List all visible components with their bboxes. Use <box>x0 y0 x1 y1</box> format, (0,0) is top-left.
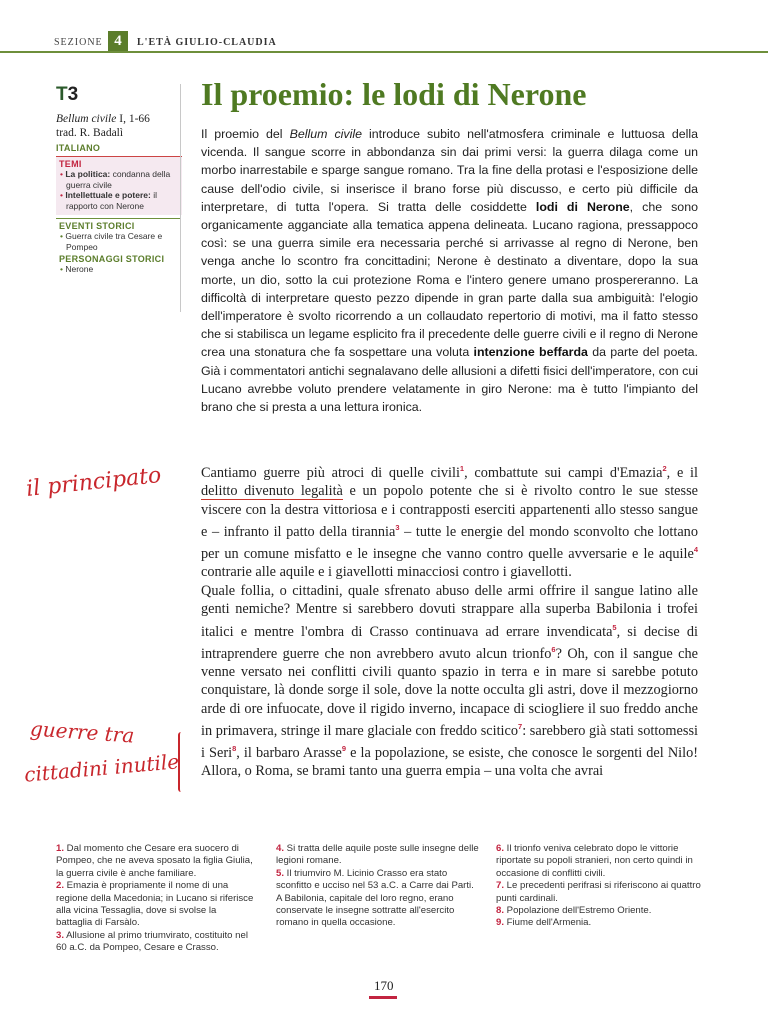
main-text <box>201 460 698 781</box>
handwritten-note-principato: il principato <box>25 462 163 503</box>
footnote-ref: 7 <box>518 722 523 732</box>
personaggio-item: • Nerone <box>60 264 94 274</box>
temi-heading: TEMI <box>59 159 82 169</box>
footnote: 4. Si tratta delle aquile poste sulle insegne delle legioni romane. <box>276 843 479 867</box>
main-paragraph-1: Cantiamo guerre più atroci di quelle civili$^1$, combattute sui campi d'Emazia$^2$, e il delitto divenuto legalità e un popolo potente che si è rivolto contro le sue stesse viscere con la destra vittoriosa e i contrapposti eserciti appartenenti allo stesso sangue e – infranto il patto della tirannia$^3$ – tutte le energie del mondo sconvolto che lottano per un comune misfatto e le insegne che vanno contro quelle avversarie e le aquile$^4$ contrarie alle aquile e i giavellotti minacciosi contro i giavellotti. <box>201 464 698 581</box>
page-number: 170 <box>374 978 394 993</box>
text-info-sidebar <box>56 84 180 278</box>
footnote-ref: 3 <box>395 522 400 532</box>
work-title: Bellum civile <box>56 113 117 125</box>
work-ref: I, 1-66 <box>116 113 150 125</box>
page-number-underline <box>369 996 397 999</box>
footnote-ref: 4 <box>693 545 698 555</box>
footnote-ref: 1 <box>459 464 465 473</box>
footnotes-column-3 <box>496 843 706 930</box>
footnote-ref: 2 <box>662 464 667 473</box>
temi-box <box>56 156 182 215</box>
tema-item: • La politica: condanna della guerra civile <box>60 169 171 190</box>
text-code-number: 3 <box>67 84 79 105</box>
handwritten-bracket <box>178 732 186 792</box>
footnote: 6. Il trionfo veniva celebrato dopo le vittorie riportate su popoli stranieri, non certo quindi in occasione di conflitti civili. <box>496 843 693 879</box>
footnote: 9. Fiume dell'Armenia. <box>496 917 592 929</box>
text-code <box>56 84 180 106</box>
handwritten-note-cittadini: cittadini inutile <box>23 749 181 787</box>
footnote: 8. Popolazione dell'Estremo Oriente. <box>496 905 652 917</box>
source-reference <box>56 112 180 140</box>
header-divider <box>0 51 768 53</box>
section-title: L'ETÀ GIULIO-CLAUDIA <box>137 37 277 48</box>
section-label: SEZIONE <box>54 37 103 48</box>
sidebar-divider <box>180 84 181 312</box>
footnote-ref: 9 <box>341 744 346 754</box>
footnote-ref: 5 <box>612 622 617 632</box>
footnote: 1. Dal momento che Cesare era suocero di Pompeo, che ne aveva sposato la figlia Giulia, la guerra civile è anche familiare. <box>56 843 253 879</box>
footnote: 2. Emazia è propriamente il nome di una regione della Macedonia; in Lucano si riferisce alla vicina Tessaglia, dove si svolse la battaglia di Farsàlo. <box>56 880 254 929</box>
section-number-badge: 4 <box>108 31 128 51</box>
language-label: ITALIANO <box>56 143 101 153</box>
evento-item: • Guerra civile tra Cesare e Pompeo <box>60 231 163 252</box>
footnote: 3. Allusione al primo triumvirato, costituito nel 60 a.C. da Pompeo, Cesare e Crasso. <box>56 929 248 954</box>
translator: trad. R. Badalì <box>56 127 124 139</box>
page-title: Il proemio: le lodi di Nerone <box>201 76 587 112</box>
underlined-phrase: delitto divenuto legalità <box>201 483 343 500</box>
handwritten-note-guerre: guerre tra <box>29 716 136 748</box>
intro-paragraph: Il proemio del Bellum civile introduce subito nell'atmosfera criminale e luttuosa della vicenda. Il sangue scorre in abbondanza sin dai primi versi: la guerra dilaga come un morbo inarrestabile e sparge sangue romano. Tra la fine della protasi e l'esposizione delle cause dell'odio civile, si inserisce il brano forse più discusso, e certo più difficile da interpretare, di tutta l'opera. Si tratta delle cosiddette lodi di Nerone, che sono organicamente agganciate alla tematica appena delineata. Lucano ragiona, pressappoco così: se una guerra simile era necessaria perché si arrivasse al regno di Nerone, ben venga anche lo scontro fra concittadini; Nerone è destinato a diventare, dopo la sua morte, un dio, sotto la cui protezione Roma e l'intero genere umano prospereranno. La difficoltà di interpretare questo pezzo dipende in gran parte dalla sua ambiguità: l'elogio dell'imperatore è svolto ricorrendo a un collaudato repertorio di motivi, ma il fatto stesso che si stabilisca un legame esplicito fra il precedente delle guerre civili e il regno di Nerone crea una stonatura che fa sospettare una voluta intenzione beffarda da parte del poeta. Già i commentatori antichi segnalavano delle allusioni a difetti fisici dell'imperatore, con cui Lucano avrebbe voluto prendere velatamente in giro Nerone: ma è tutto l'impianto del brano che si presta a una lettura ironica. <box>201 127 699 415</box>
main-paragraph-2: Quale follia, o cittadini, quale sfrenato abuso delle armi offrire il sangue latino alle genti nemiche? Mentre si sarebbero dovuti strappare alla superba Babilonia i trofei italici e mentre l'ombra di Crasso continuava ad errare invendicata$^5$, si decise di intraprendere guerre che non avrebbero avuto alcun trionfo$^6$? Oh, con il sangue che venne versato nei conflitti civili quanto spazio in terra e in mare si sarebbe potuto conquistare, là donde sorge il sole, dove la notte occulta gli astri, dove il mezzogiorno arde di ore infuocate, dove il rigido inverno, incapace di sciogliere il suo freddo anche in primavera, stringe il mare glaciale con freddo scitico$^7$: sarebbero già stati sottomessi i Seri$^8$, il barbaro Arasse$^9$ e la popolazione, se esiste, che conosce le sorgenti del Nilo! Allora, o Roma, se brami tanto una guerra empia – una volta che avrai <box>201 582 698 780</box>
footnotes-column-2 <box>276 843 480 930</box>
personaggi-heading: PERSONAGGI STORICI <box>59 254 165 264</box>
footnote-ref: 6 <box>551 644 556 654</box>
footnote-ref: 8 <box>232 744 237 754</box>
eventi-box <box>56 218 180 278</box>
footnote: 5. Il triumviro M. Licinio Crasso era stato sconfitto e ucciso nel 53 a.C. a Carre dai Parti. A Babilonia, capitale del loro regno, erano conservate le insegne sottratte all'esercito romano in quella occasione. <box>276 867 474 929</box>
footnotes-column-1 <box>56 843 254 955</box>
text-code-prefix: T <box>56 84 68 105</box>
footnote: 7. Le precedenti perifrasi si riferiscono ai quattro punti cardinali. <box>496 880 701 904</box>
tema-item: • Intellettuale e potere: il rapporto con Nerone <box>60 190 157 211</box>
eventi-heading: EVENTI STORICI <box>59 221 135 231</box>
